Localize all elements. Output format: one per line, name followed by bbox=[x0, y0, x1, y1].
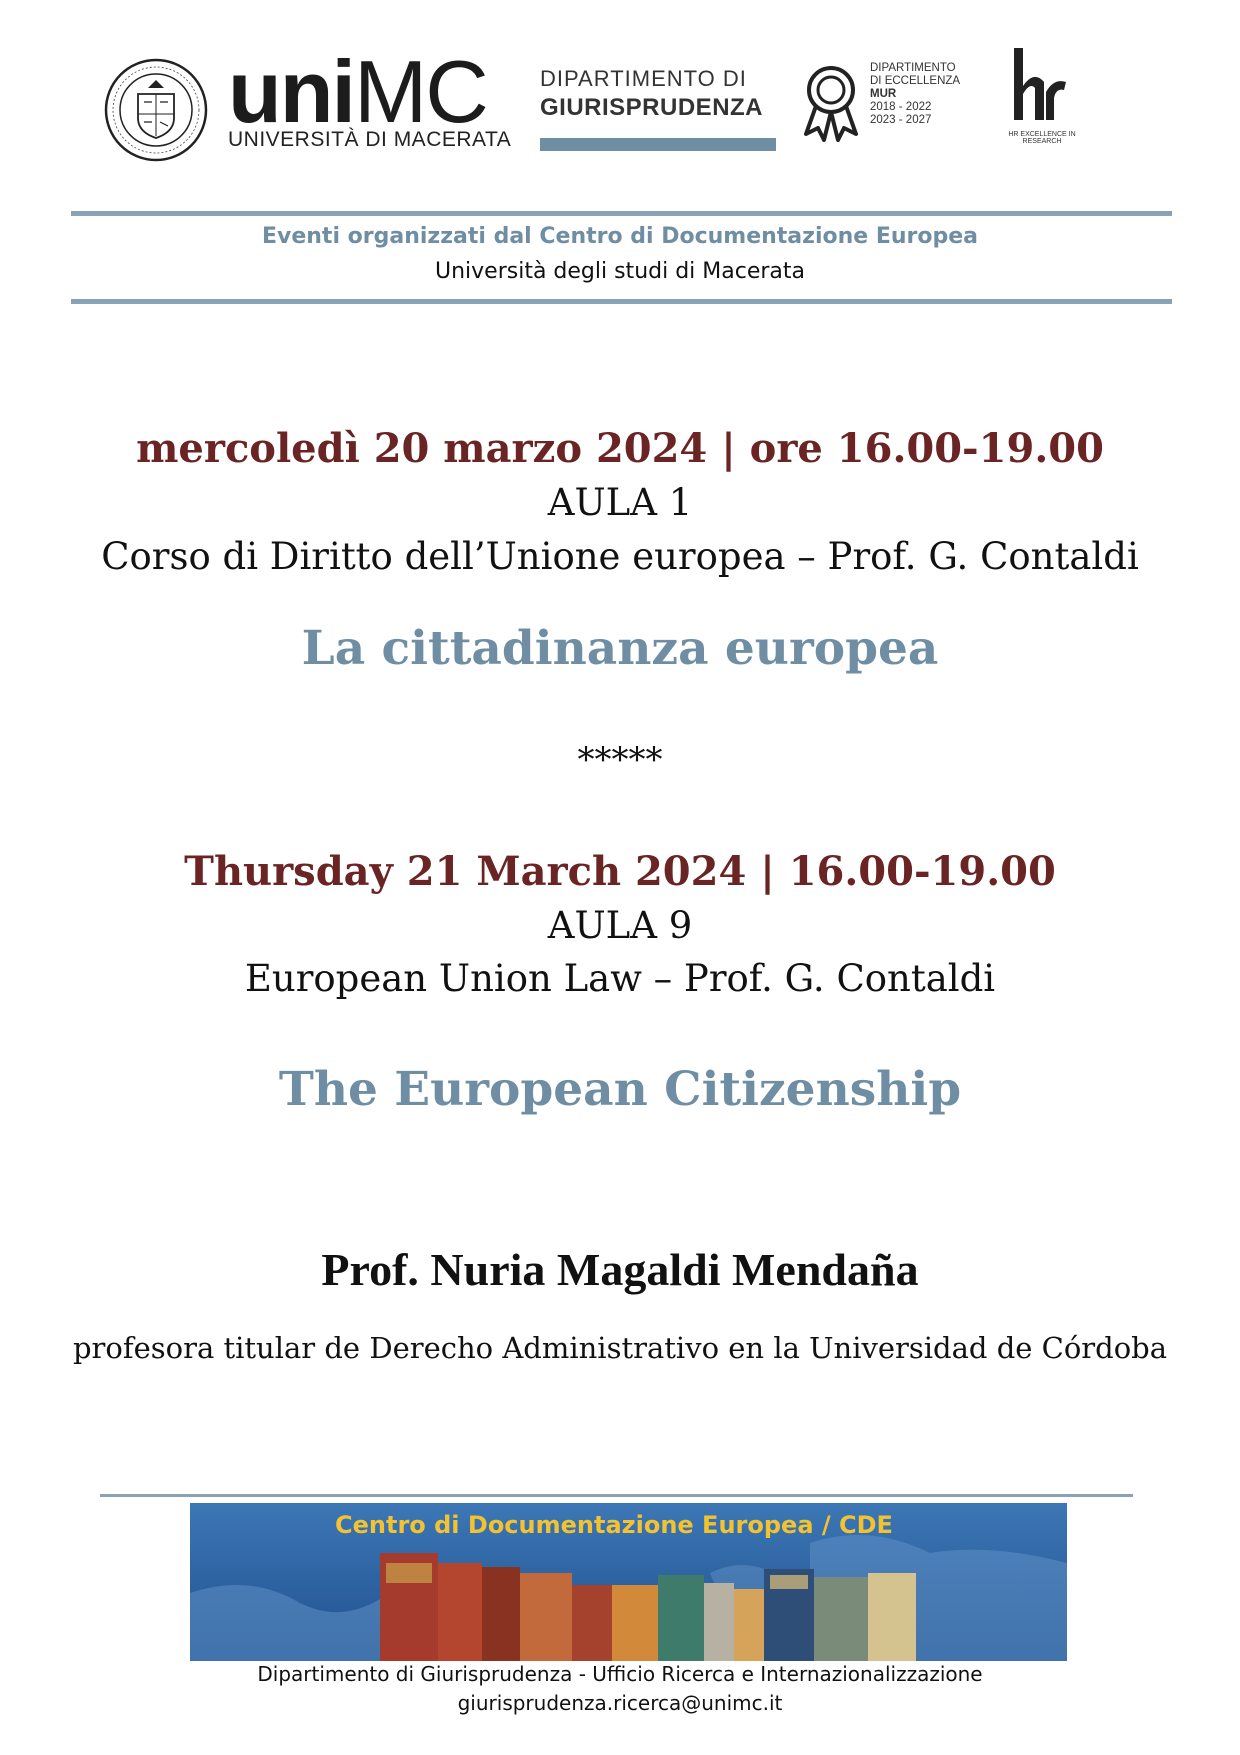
award-rosette-icon bbox=[798, 60, 864, 142]
hr-excellence-logo bbox=[1010, 48, 1070, 124]
event-room-en: AULA 9 bbox=[547, 904, 693, 947]
footer-rule bbox=[100, 1494, 1133, 1497]
event-topic-en: The European Citizenship bbox=[278, 1062, 962, 1117]
footer-department: Dipartimento di Giurisprudenza - Ufficio Ricerca e Internazionalizzazione bbox=[257, 1662, 983, 1686]
excellence-line: MUR bbox=[870, 88, 897, 100]
cde-banner-title: Centro di Documentazione Europea / CDE bbox=[335, 1511, 893, 1539]
event-course-it: Corso di Diritto dell’Unione europea – Prof. G. Contaldi bbox=[101, 535, 1139, 578]
excellence-line: 2023 - 2027 bbox=[870, 114, 932, 126]
cde-footer-banner bbox=[190, 1503, 1067, 1661]
event-course-en: European Union Law – Prof. G. Contaldi bbox=[244, 957, 996, 1000]
logo-word-light: MC bbox=[353, 42, 487, 141]
event-date-it: mercoledì 20 marzo 2024 | ore 16.00-19.00 bbox=[136, 425, 1104, 472]
event-topic-it: La cittadinanza europea bbox=[301, 621, 939, 676]
excellence-text bbox=[870, 62, 960, 127]
footer-email[interactable]: giurisprudenza.ricerca@unimc.it bbox=[457, 1691, 783, 1715]
separator-stars: ***** bbox=[577, 740, 663, 780]
banner-subtitle: Università degli studi di Macerata bbox=[434, 259, 805, 284]
logo-word-bold: uni bbox=[228, 42, 354, 141]
top-rule bbox=[71, 211, 1172, 216]
event-room-it: AULA 1 bbox=[547, 481, 693, 524]
excellence-line: DIPARTIMENTO bbox=[870, 62, 956, 74]
excellence-line: 2018 - 2022 bbox=[870, 101, 932, 113]
bottom-rule bbox=[71, 299, 1172, 304]
university-seal-logo bbox=[104, 58, 208, 162]
excellence-line: DI ECCELLENZA bbox=[870, 75, 961, 87]
department-name: GIURISPRUDENZA bbox=[540, 94, 764, 121]
logo-subtitle: UNIVERSITÀ DI MACERATA bbox=[228, 128, 512, 151]
event-date-en: Thursday 21 March 2024 | 16.00-19.00 bbox=[184, 848, 1056, 895]
hr-logo-subtitle: HR EXCELLENCE IN RESEARCH bbox=[1008, 131, 1076, 145]
department-underline-bar bbox=[540, 138, 776, 151]
speaker-affiliation: profesora titular de Derecho Administrativo en la Universidad de Córdoba bbox=[72, 1331, 1168, 1365]
banner-title: Eventi organizzati dal Centro di Documentazione Europea bbox=[261, 224, 979, 249]
speaker-name: Prof. Nuria Magaldi Mendaña bbox=[321, 1244, 919, 1295]
department-label: DIPARTIMENTO DI bbox=[540, 66, 747, 91]
